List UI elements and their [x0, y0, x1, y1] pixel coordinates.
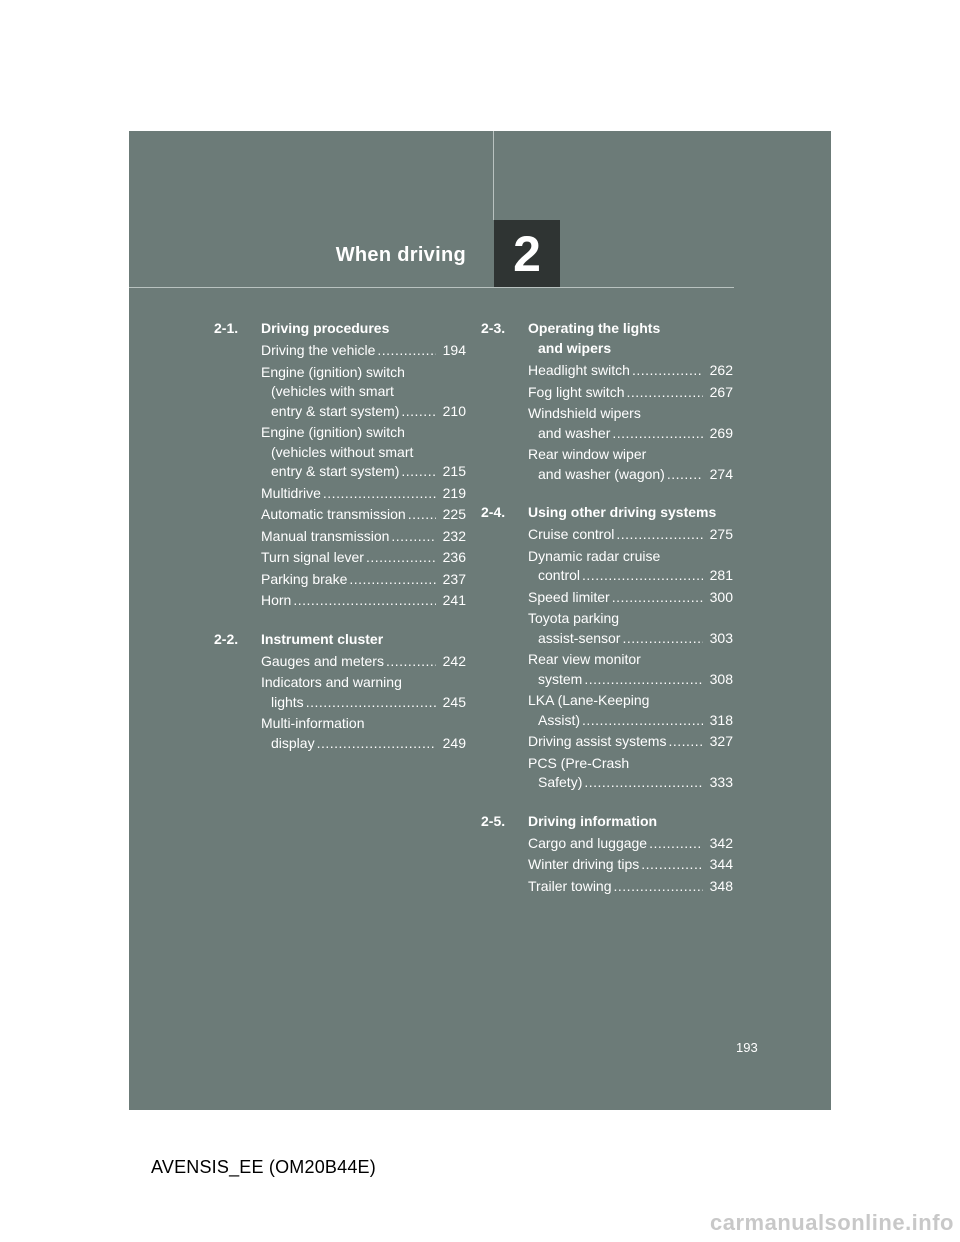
toc-entry-row — [528, 732, 733, 752]
toc-column-left — [214, 318, 466, 771]
toc-entry[interactable] — [528, 834, 733, 854]
section-heading — [481, 318, 733, 358]
toc-entry-row — [261, 527, 466, 547]
toc-entry-row — [528, 877, 733, 897]
toc-entry-text: and washer (wagon) — [538, 465, 665, 482]
toc-entry-text: Rear view monitor — [528, 651, 641, 667]
dot-leader — [408, 505, 436, 525]
toc-entry-text: Multidrive — [261, 484, 321, 501]
toc-entry-text: Driving the vehicle — [261, 342, 376, 358]
chapter-number-box — [494, 220, 560, 287]
dot-leader — [667, 465, 703, 485]
toc-entry[interactable] — [261, 505, 466, 525]
dot-leader — [632, 361, 703, 381]
toc-entry-row — [528, 711, 733, 731]
toc-entry-row — [528, 670, 733, 690]
document-footer: AVENSIS_EE (OM20B44E) — [151, 1157, 376, 1177]
toc-entry-text: assist-sensor — [538, 629, 621, 646]
toc-entry-row — [528, 566, 733, 586]
toc-column-right — [481, 318, 733, 914]
toc-entry-text: lights — [271, 693, 304, 710]
chapter-title: When driving — [335, 244, 466, 266]
dot-leader — [386, 652, 436, 672]
section-number: 2-4. — [481, 504, 506, 520]
dot-leader — [582, 566, 703, 586]
toc-entry-row — [528, 629, 733, 649]
section-number: 2-2. — [214, 630, 239, 647]
header-horizontal-divider — [129, 287, 734, 288]
toc-entry-row — [261, 652, 466, 672]
toc-entry-page: 267 — [709, 383, 733, 400]
dot-leader — [616, 525, 703, 545]
section-title-line: Driving procedures — [261, 320, 390, 336]
toc-entry-row — [528, 424, 733, 444]
toc-entry[interactable] — [261, 591, 466, 611]
toc-entry-text: entry & start system) — [271, 402, 400, 419]
toc-entry-text: Rear window wiper — [528, 446, 647, 462]
dot-leader — [612, 424, 703, 444]
toc-entry[interactable] — [528, 877, 733, 897]
toc-entry-text: control — [538, 567, 581, 583]
toc-entry-text: Trailer towing — [528, 877, 612, 894]
toc-entry-text: Assist) — [538, 711, 580, 728]
toc-entry-page: 262 — [709, 362, 733, 378]
section-title-line: Operating the lights — [528, 320, 661, 336]
toc-entry[interactable] — [261, 673, 466, 712]
toc-entry-row — [261, 341, 466, 361]
toc-entry-text: Cruise control — [528, 526, 615, 542]
toc-entry-row — [528, 855, 733, 875]
toc-entry-page: 348 — [709, 877, 733, 894]
dot-leader — [391, 527, 436, 547]
toc-entry-text: (vehicles with smart — [271, 383, 394, 399]
toc-entry[interactable] — [528, 650, 733, 689]
toc-entry-page: 303 — [709, 629, 733, 646]
toc-entry[interactable] — [528, 404, 733, 443]
toc-entry-text: Parking brake — [261, 570, 348, 587]
toc-entry-text: Engine (ignition) switch — [261, 363, 405, 380]
dot-leader — [584, 670, 703, 690]
toc-entry-page: 281 — [709, 567, 733, 583]
toc-entry-page: 275 — [709, 526, 733, 542]
dot-leader — [323, 484, 436, 504]
section-title — [528, 502, 733, 522]
toc-entry-page: 237 — [442, 570, 466, 587]
dot-leader — [401, 462, 436, 482]
toc-entry-page: 219 — [442, 484, 466, 501]
toc-entry-text: Indicators and warning — [261, 674, 402, 690]
toc-entry-page: 232 — [442, 527, 466, 544]
dot-leader — [584, 773, 703, 793]
toc-entry-row — [261, 693, 466, 713]
toc-entry[interactable] — [261, 548, 466, 568]
toc-entry-text: Horn — [261, 592, 292, 608]
toc-entry[interactable] — [261, 652, 466, 672]
toc-entry[interactable] — [261, 363, 466, 422]
toc-entry-row — [528, 383, 733, 403]
toc-entry[interactable] — [261, 484, 466, 504]
toc-entry-text: display — [271, 734, 315, 751]
toc-entry-text: Dynamic radar cruise — [528, 547, 661, 564]
toc-entry-page: 249 — [442, 734, 466, 751]
section-number: 2-3. — [481, 320, 506, 336]
toc-entry[interactable] — [261, 570, 466, 590]
toc-entry-text: Windshield wipers — [528, 405, 641, 421]
toc-entry-row — [261, 484, 466, 504]
toc-entry-row — [528, 465, 733, 485]
dot-leader — [582, 711, 703, 731]
page-number: 193 — [736, 1040, 758, 1055]
toc-entry-page: 236 — [442, 549, 466, 565]
dot-leader — [306, 693, 436, 713]
dot-leader — [377, 341, 436, 361]
toc-entry-text: PCS (Pre-Crash — [528, 754, 630, 771]
toc-entry-page: 245 — [442, 693, 466, 710]
toc-entry[interactable] — [528, 855, 733, 875]
toc-entry-text: Turn signal lever — [261, 549, 364, 565]
toc-entry[interactable] — [528, 691, 733, 730]
toc-entry-row — [261, 505, 466, 525]
toc-entry-text: Winter driving tips — [528, 856, 640, 872]
toc-entry-row — [261, 591, 466, 611]
toc-section — [481, 502, 733, 793]
toc-section — [214, 318, 466, 611]
dot-leader — [293, 591, 436, 611]
toc-entry[interactable] — [261, 527, 466, 547]
toc-entry-text: Fog light switch — [528, 383, 625, 400]
toc-entry-text: and washer — [538, 424, 611, 441]
toc-entry[interactable] — [528, 445, 733, 484]
toc-entry[interactable] — [528, 525, 733, 545]
toc-entry-text: Speed limiter — [528, 588, 610, 605]
section-title — [528, 811, 733, 831]
toc-entry-page: 300 — [709, 588, 733, 605]
section-heading — [481, 811, 733, 831]
dot-leader — [366, 548, 436, 568]
toc-section — [214, 629, 466, 754]
toc-section — [481, 811, 733, 897]
section-title-line: and wipers — [538, 340, 612, 356]
dot-leader — [668, 732, 703, 752]
toc-entry[interactable] — [528, 547, 733, 586]
dot-leader — [622, 629, 703, 649]
section-heading — [214, 629, 466, 649]
toc-entry-page: 194 — [442, 342, 466, 358]
toc-entry[interactable] — [261, 714, 466, 753]
toc-entry-page: 225 — [442, 506, 466, 522]
toc-entry[interactable] — [261, 341, 466, 361]
toc-entry-text: Toyota parking — [528, 610, 620, 626]
toc-entry-text: Safety) — [538, 774, 583, 790]
toc-entry-page: 210 — [442, 402, 466, 419]
section-heading — [214, 318, 466, 338]
toc-entry-row — [528, 773, 733, 793]
toc-entry-page: 308 — [709, 670, 733, 687]
toc-entry-page: 274 — [709, 465, 733, 482]
toc-entry-page: 241 — [442, 592, 466, 608]
toc-entry-page: 327 — [709, 733, 733, 749]
toc-entry-row — [528, 834, 733, 854]
section-title — [528, 318, 733, 358]
toc-entry-page: 242 — [442, 652, 466, 669]
toc-entry-page: 344 — [709, 856, 733, 872]
toc-section — [481, 318, 733, 484]
dot-leader — [614, 877, 703, 897]
toc-entry-text: Headlight switch — [528, 362, 630, 378]
toc-entry-text: entry & start system) — [271, 463, 400, 479]
dot-leader — [626, 383, 703, 403]
toc-entry-text: Driving assist systems — [528, 733, 667, 749]
toc-entry-row — [528, 361, 733, 381]
toc-entry-text: Automatic transmission — [261, 506, 406, 522]
dot-leader — [649, 834, 703, 854]
toc-entry-row — [528, 525, 733, 545]
toc-entry-row — [528, 588, 733, 608]
toc-entry[interactable] — [261, 423, 466, 482]
section-title-line: Instrument cluster — [261, 630, 384, 647]
dot-leader — [349, 570, 436, 590]
section-number: 2-1. — [214, 320, 239, 336]
dot-leader — [401, 402, 436, 422]
toc-entry-row — [261, 570, 466, 590]
toc-entry-text: Gauges and meters — [261, 652, 384, 669]
section-heading — [481, 502, 733, 522]
toc-entry-row — [261, 548, 466, 568]
dot-leader — [317, 734, 436, 754]
watermark: carmanualsonline.info — [710, 1210, 954, 1235]
toc-entry[interactable] — [528, 588, 733, 608]
toc-entry[interactable] — [528, 361, 733, 381]
toc-entry-text: LKA (Lane-Keeping — [528, 692, 650, 708]
toc-entry-page: 318 — [709, 711, 733, 728]
toc-entry-page: 342 — [709, 834, 733, 851]
section-number: 2-5. — [481, 812, 506, 829]
toc-entry-row — [261, 462, 466, 482]
toc-entry-page: 215 — [442, 463, 466, 479]
toc-entry[interactable] — [528, 732, 733, 752]
toc-entry-text: Engine (ignition) switch — [261, 424, 405, 440]
section-title-line: Driving information — [528, 812, 658, 829]
section-title-line: Using other driving systems — [528, 504, 717, 520]
toc-entry[interactable] — [528, 754, 733, 793]
toc-entry[interactable] — [528, 609, 733, 648]
toc-entry-text: Manual transmission — [261, 527, 390, 544]
toc-entry-page: 333 — [709, 774, 733, 790]
chapter-number: 2 — [513, 225, 541, 282]
header-vertical-divider — [493, 131, 494, 220]
dot-leader — [612, 588, 703, 608]
toc-entry-page: 269 — [709, 424, 733, 441]
toc-entry-row — [261, 402, 466, 422]
toc-entry[interactable] — [528, 383, 733, 403]
section-title — [261, 629, 466, 649]
toc-entry-text: system — [538, 670, 583, 687]
dot-leader — [641, 855, 703, 875]
toc-entry-row — [261, 734, 466, 754]
toc-entry-text: (vehicles without smart — [271, 443, 414, 460]
toc-entry-text: Cargo and luggage — [528, 834, 648, 851]
toc-entry-text: Multi-information — [261, 715, 365, 731]
section-title — [261, 318, 466, 338]
